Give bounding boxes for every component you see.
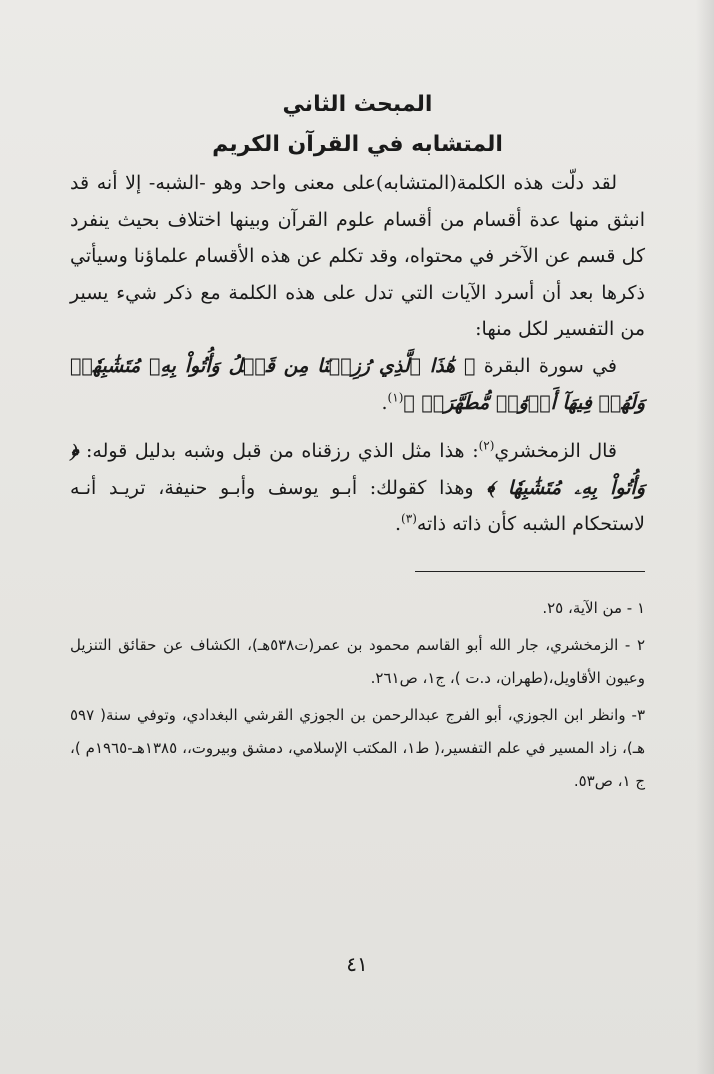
footnote-divider xyxy=(415,571,645,572)
page-gutter-shadow xyxy=(696,0,714,1074)
footnote-3: ٣- وانظر ابن الجوزي، أبو الفرج عبدالرحمن بن الجوزي القرشي البغدادي، وتوفي سنة( ٥٩٧ هـ)، زاد المسير في علم التفسير،( ط١، المكتب الإسلامي، دمشق وبيروت،، ١٣٨٥هـ-١٩٦٥م )، ج ١، ص٥٣. xyxy=(70,705,646,790)
paragraph-verse-baqarah xyxy=(70,348,645,421)
sentence-end: . xyxy=(381,391,388,414)
footnotes xyxy=(70,592,645,798)
zamakhshari-name: قال الزمخشري xyxy=(494,440,618,463)
section-subtitle: المتشابه في القرآن الكريم xyxy=(212,132,503,157)
section-title: المبحث الثاني xyxy=(282,92,433,117)
footnote-ref-3: (٣) xyxy=(401,512,417,527)
quran-verse-short: ﴿ وَأُتُواْ بِهِۦ مُتَشَٰبِهٗا ﴾ xyxy=(70,440,646,499)
paragraph-zamakhshari xyxy=(70,433,645,543)
verse-intro-text: في سورة البقرة xyxy=(475,354,617,377)
zamakhshari-quote: : هذا مثل الذي رزقناه من قبل وشبه بدليل قوله: xyxy=(78,440,479,463)
footnote-ref-1: (١) xyxy=(387,390,404,405)
footnote-1: ١ - من الآية، ٢٥. xyxy=(542,598,645,617)
paragraph-gap xyxy=(70,421,645,433)
footnote-ref-2: (٢) xyxy=(478,438,495,453)
paragraph-intro: لقد دلّت هذه الكلمة(المتشابه)على معنى واحد وهو -الشبه- إلا أنه قد انبثق منها عدة أقسام من أقسام علوم القرآن وبينها اختلاف بحيث ينفرد كل قسم عن الآخر في محتواه، وقد تكلم عن هذه الأقسام علماؤنا وسيأتي ذكرها بعد أن أسرد الآيات التي تدل على هذه الكلمة مع ذكر شيء يسير من التفسير لكل منها: xyxy=(70,172,645,341)
page-number: ٤١ xyxy=(346,952,368,976)
zamakhshari-explanation: وهذا كقولك: أبـو يوسف وأبـو حنيفة، تريـد أنـه لاستحكام الشبه كأن ذاته ذاته xyxy=(70,476,645,536)
page-content xyxy=(70,85,645,802)
footnote-2: ٢ - الزمخشري، جار الله أبو القاسم محمود بن عمر(ت٥٣٨هـ)، الكشاف عن حقائق التنزيل وعيون الأقاويل،(طهران، د.ت )، ج١، ص٢٦١. xyxy=(70,635,645,687)
sentence-end: . xyxy=(395,513,402,536)
quran-verse: ﴿ هَٰذَا ٱلَّذِي رُزِقۡنَا مِن قَبۡلُ وَأُتُواْ بِهِۦ مُتَشَٰبِهٗاۖ وَلَهُمۡ فِيهَآ أَزۡوَٰجٞ مُّطَهَّرَةٞ ﴾ xyxy=(70,354,645,414)
